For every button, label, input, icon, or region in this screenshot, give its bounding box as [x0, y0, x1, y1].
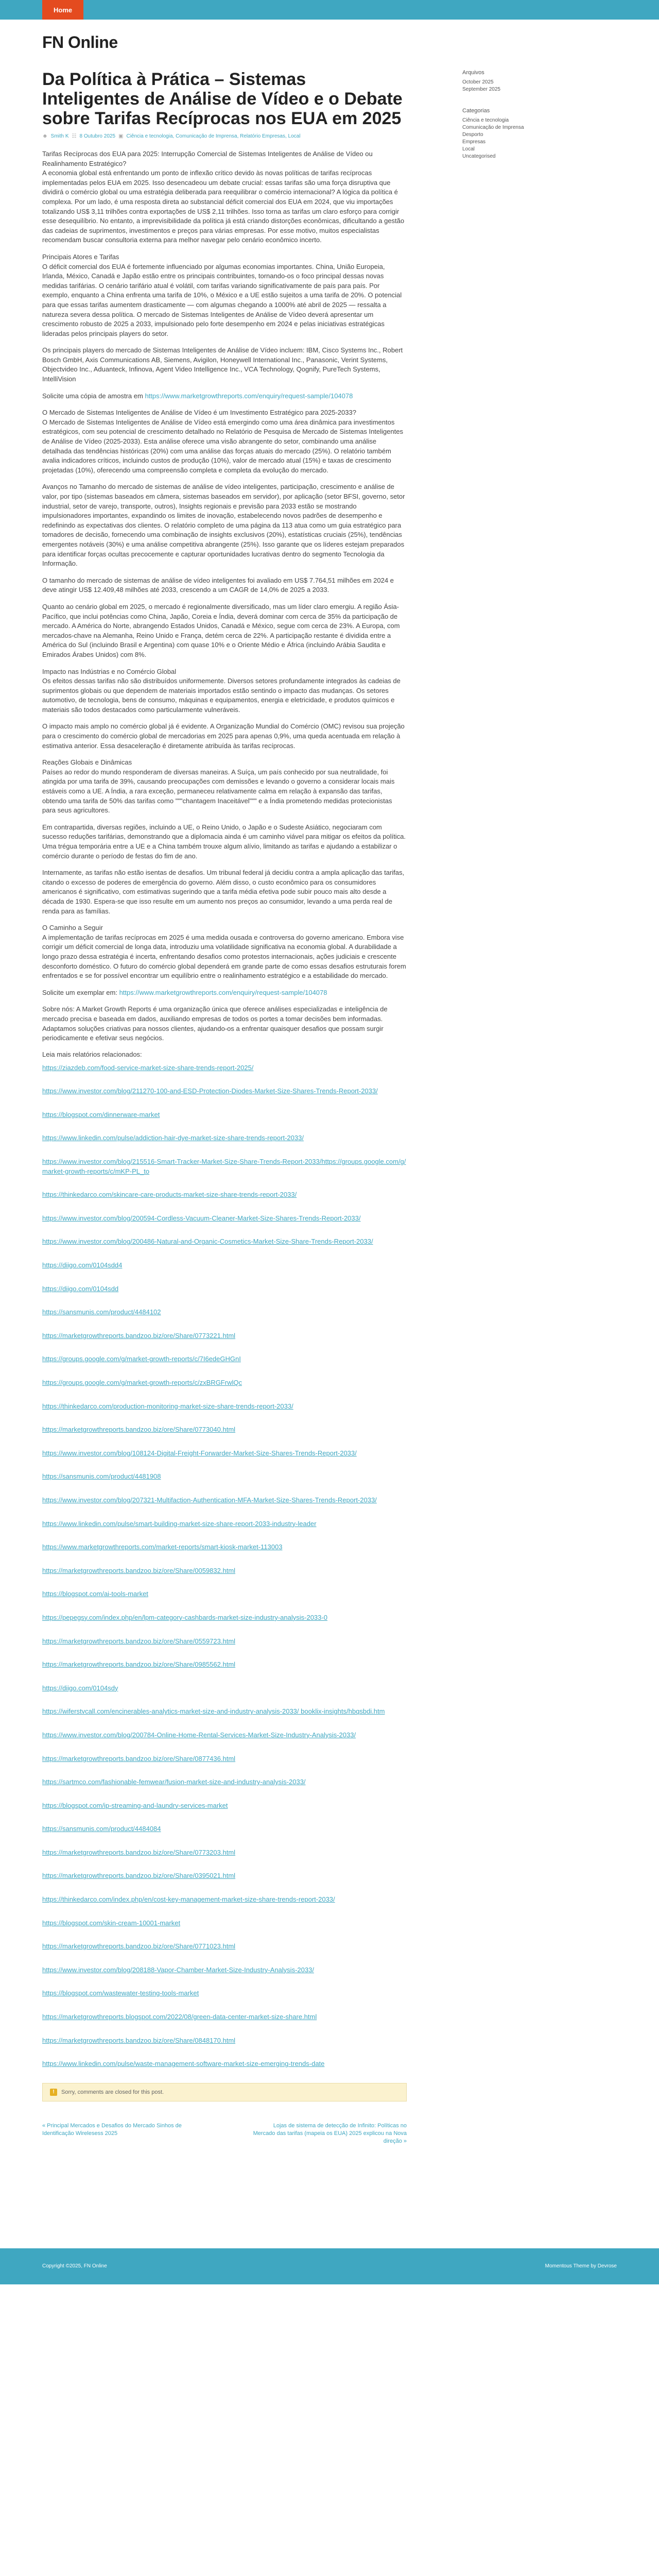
comments-closed-notice: [42, 2083, 407, 2102]
related-link-item: [42, 1895, 407, 1905]
related-link[interactable]: https://thinkedarco.com/index.php/en/cost-key-management-market-size-share-trends-report-2033/: [42, 1895, 335, 1904]
related-link-item: [42, 1284, 407, 1294]
folder-icon: ▣: [118, 133, 124, 139]
category-item: [462, 153, 617, 160]
sidebar: [462, 70, 617, 2248]
category-link[interactable]: Local: [462, 146, 475, 152]
category-link[interactable]: Ciência e tecnologia: [462, 117, 509, 123]
paragraph: Em contrapartida, diversas regiões, incluindo a UE, o Reino Unido, o Japão e o Sudeste Asiático, negociaram com sucesso reduções tarifárias, demonstrando que a diplomacia ainda é um caminho viável para mitigar os efeitos da política. Uma trégua temporária entre a UE e a China também trouxe algum alívio, limitando as tarifas e ajudando a estabilizar o comércio durante o período de festas do fim de ano.: [42, 823, 406, 860]
nav-home-link[interactable]: Home: [42, 0, 83, 20]
categories-widget: [462, 108, 617, 160]
related-link-item: [42, 1731, 407, 1740]
post-content: [42, 149, 407, 1043]
paragraph: Principais Atores e Tarifas O déficit comercial dos EUA é fortemente influenciado por algumas economias importantes. China, União Europeia, Irlanda, México, Canadá e Japão estão entre os principais contribuintes, tornando-os o foco principal dessas novas medidas tarifárias. O cenário tarifário atual é volátil, com tarifas variando significativamente de país para país. Por exemplo, enquanto a China enfrenta uma tarifa de 10%, o México e a UE estão sujeitos a uma tarifa de 20%. O potencial para que essas tarifas aumentem drasticamente — com algumas chegando a 1000% até abril de 2025 — ressalta a natureza severa dessa política. O mercado de Sistemas Inteligentes de Análise de Vídeo deverá apresentar um crescimento robusto de 2025 a 2033, impulsionado pelo forte desempenho em 2024 e pelas iniciativas estratégicas lideradas pelos principais players do setor.: [42, 252, 402, 337]
related-link[interactable]: https://groups.google.com/g/market-growth-reports/c/7I6edeGHGnI: [42, 1355, 241, 1363]
post-author[interactable]: Smith K: [50, 133, 69, 139]
related-link-item: [42, 2059, 407, 2069]
warning-icon: !: [50, 2089, 57, 2096]
post-date[interactable]: 8 Outubro 2025: [79, 133, 116, 139]
related-link-item: [42, 1261, 407, 1270]
related-link[interactable]: https://blogspot.com/skin-cream-10001-market: [42, 1919, 181, 1927]
related-link-item: [42, 1354, 407, 1364]
related-link[interactable]: https://www.marketgrowthreports.com/market-reports/smart-kiosk-market-113003: [42, 1543, 283, 1551]
related-link-item: [42, 1589, 407, 1599]
paragraph: O Caminho a Seguir A implementação de tarifas recíprocas em 2025 é uma medida ousada e controversa do governo americano. Embora vise corrigir um déficit comercial de longa data, introduziu uma volatilidade significativa na economia global. A durabilidade a longo prazo dessa estratégia é incerta, enfrentando desafios como protestos internacionais, ações judiciais e crescente desconforto doméstico. O futuro do comércio global dependerá em grande parte de como essas desafios estruturais forem enfrentados e se for possível encontrar um equilíbrio entre o realinhamento estratégico e a estabilidade do mercado.: [42, 924, 406, 980]
related-link-item: [42, 1214, 407, 1224]
sample-request-link[interactable]: https://www.marketgrowthreports.com/enquiry/request-sample/104078: [145, 392, 353, 400]
paragraph: Quanto ao cenário global em 2025, o mercado é regionalmente diversificado, mas um líder claro emergiu. A região Ásia-Pacífico, que inclui potências como China, Japão, Coreia e Índia, deverá dominar com cerca de 35% da participação de mercado. A América do Norte, abrangendo Estados Unidos, Canadá e México, segue com cerca de 23%. A Europa, com mercados-chave na Alemanha, Reino Unido e França, detém cerca de 22%. A participação restante é dividida entre a América do Sul (incluindo Brasil e Argentina) com quase 10% e o Oriente Médio e África (incluindo Arábia Saudita e Emirados Árabes Unidos) com 8%.: [42, 602, 400, 658]
related-link[interactable]: https://marketgrowthreports.bandzoo.biz/ore/Share/0773221.html: [42, 1331, 236, 1340]
post-navigation: [42, 2122, 407, 2145]
related-link[interactable]: https://blogspot.com/wastewater-testing-tools-market: [42, 1989, 199, 1997]
related-link[interactable]: https://www.investor.com/blog/208188-Vapor-Chamber-Market-Size-Industry-Analysis-2033/: [42, 1965, 314, 1974]
related-link[interactable]: https://groups.google.com/g/market-growth-reports/c/zxBRGFrwlQc: [42, 1379, 242, 1386]
related-link[interactable]: https://sansmunis.com/product/4484102: [42, 1308, 161, 1316]
related-link[interactable]: https://marketgrowthreports.bandzoo.biz/ore/Share/0559723.html: [42, 1637, 236, 1645]
related-link-item: [42, 1965, 407, 1975]
related-link[interactable]: https://marketgrowthreports.bandzoo.biz/ore/Share/0395021.html: [42, 1872, 236, 1880]
related-link[interactable]: https://www.investor.com/blog/211270-100-and-ESD-Protection-Diodes-Market-Size-Shares-Trends-Report-2033/: [42, 1087, 378, 1095]
related-link[interactable]: https://diigo.com/0104sdd: [42, 1284, 119, 1293]
related-link[interactable]: https://marketgrowthreports.bandzoo.biz/ore/Share/0059832.html: [42, 1566, 236, 1574]
related-link-item: [42, 1566, 407, 1576]
post-meta: [42, 133, 407, 139]
footer-theme-credit[interactable]: Momentous Theme by Devrose: [545, 2263, 617, 2269]
related-link[interactable]: https://marketgrowthreports.bandzoo.biz/ore/Share/0877436.html: [42, 1754, 236, 1762]
related-link-item: [42, 1087, 407, 1096]
top-nav-bar: [0, 0, 659, 20]
related-link[interactable]: https://www.investor.com/blog/200784-Online-Home-Rental-Services-Market-Size-Industry-Analysis-2033/: [42, 1731, 356, 1739]
paragraph: Os principais players do mercado de Sistemas Inteligentes de Análise de Vídeo incluem: IBM, Cisco Systems Inc., Robert Bosch GmbH, Axis Communications AB, Siemens, Avigilon, Honeywell International Inc., Panasonic, Verint Systems, Objectvideo Inc., Aduanteck, Infinova, Agent Video Intelligence Inc., VCA Technology, Qognify, PureTech Systems, IntelliVision: [42, 346, 403, 383]
related-link-item: [42, 1110, 407, 1120]
related-link[interactable]: https://marketgrowthreports.blogspot.com/2022/08/green-data-center-market-size-share.html: [42, 2013, 317, 2021]
related-link-item: [42, 2012, 407, 2022]
related-link[interactable]: https://www.linkedin.com/pulse/waste-management-software-market-size-emerging-trends-date: [42, 2060, 325, 2068]
next-post-link[interactable]: Lojas de sistema de detecção de Infinito: Políticas no Mercado das tarifas (mapeia os EUA) 2025 explicou na Nova direção »: [253, 2122, 407, 2144]
related-reports-heading: Leia mais relatórios relacionados:: [42, 1050, 142, 1058]
calendar-icon: ☷: [72, 133, 77, 139]
post-categories[interactable]: Ciência e tecnologia, Comunicação de Imprensa, Relatório Empresas, Local: [126, 133, 301, 139]
paragraph: Internamente, as tarifas não estão isentas de desafios. Um tribunal federal já decidiu contra a ampla aplicação das tarifas, citando o excesso de poderes de emergência do governo. Além disso, o custo econômico para os consumidores americanos é significativo, com estimativas sugerindo que a tarifa média efetiva pode subir pouco mais alto desde a década de 1930. Espera-se que isso resulte em um aumento nos preços ao consumidor, levando a uma perda real de renda para as famílias.: [42, 869, 405, 915]
related-link[interactable]: https://thinkedarco.com/production-monitoring-market-size-share-trends-report-2033/: [42, 1402, 293, 1410]
related-link-item: [42, 1637, 407, 1647]
related-link[interactable]: https://blogspot.com/dinnerware-market: [42, 1110, 160, 1118]
previous-post-link[interactable]: « Principal Mercados e Desafios do Mercado Sinhos de Identificação Wirelesess 2025: [42, 2122, 182, 2137]
related-link[interactable]: https://diigo.com/0104sdy: [42, 1684, 118, 1692]
paragraph: Tarifas Recíprocas dos EUA para 2025: Interrupção Comercial de Sistemas Inteligentes de Análise de Vídeo ou Realinhamento Estratégico? A economia global está enfrentando um ponto de inflexão crítico devido às novas políticas de tarifas recíprocas implementadas pelos EUA em 2025. Isso desencadeou um debate crucial: essas tarifas são uma força disruptiva que dividirá o comércio global ou uma estratégia deliberada para reequilibrar o comércio internacional? A lógica da política é complexa. Por um lado, é uma resposta direta ao substancial déficit comercial dos EUA em 2024, que viu importações totalizando US$ 3,11 trilhões contra exportações de US$ 2,11 trilhões. Isso torna as tarifas um claro esforço para corrigir esse desequilíbrio. No entanto, a imprevisibilidade da política já está criando distorções econômicas, dificultando a gestão das cadeias de suprimentos, investimentos e preços para várias empresas. Por esse motivo, muitos especialistas recomendam buscar consultoria externa para melhor navegar pelo cenário econômico incerto.: [42, 150, 405, 244]
footer-copyright: Copyright ©2025, FN Online: [42, 2263, 107, 2269]
related-link-item: [42, 1684, 407, 1693]
category-link[interactable]: Uncategorised: [462, 154, 496, 159]
category-item: [462, 139, 617, 146]
related-link[interactable]: https://marketgrowthreports.bandzoo.biz/ore/Share/0773040.html: [42, 1426, 236, 1434]
exemplar-request-link[interactable]: https://www.marketgrowthreports.com/enquiry/request-sample/104078: [119, 988, 327, 996]
related-link[interactable]: https://www.investor.com/blog/200486-Natural-and-Organic-Cosmetics-Market-Size-Share-Trends-Report-2033/: [42, 1238, 373, 1246]
related-link[interactable]: https://pepegsy.com/index.php/en/lpm-category-cashbards-market-size-industry-analysis-2033-0: [42, 1613, 327, 1621]
paragraph: O impacto mais amplo no comércio global já é evidente. A Organização Mundial do Comércio (OMC) revisou sua projeção para o crescimento do comércio global de mercadorias em 2025 para apenas 0,9%, uma queda acentuada em relação à estimativa anterior. Essa desaceleração é diretamente atribuída às tarifas recíprocas.: [42, 722, 405, 750]
archive-link[interactable]: September 2025: [462, 87, 500, 92]
related-link[interactable]: https://marketgrowthreports.bandzoo.biz/ore/Share/0848170.html: [42, 2036, 236, 2044]
related-link-item: [42, 1237, 407, 1247]
related-link[interactable]: https://marketgrowthreports.bandzoo.biz/ore/Share/0773203.html: [42, 1848, 236, 1856]
category-link[interactable]: Comunicação de Imprensa: [462, 125, 524, 130]
site-title[interactable]: FN Online: [42, 33, 118, 52]
related-link[interactable]: https://diigo.com/0104sdd4: [42, 1261, 123, 1269]
related-link-item: [42, 1942, 407, 1952]
related-link[interactable]: https://sartmco.com/fashionable-femwear/fusion-market-size-and-industry-analysis-2033/: [42, 1778, 306, 1786]
category-item: [462, 131, 617, 139]
related-link-item: [42, 1543, 407, 1552]
related-link-item: [42, 1331, 407, 1341]
related-link[interactable]: https://www.linkedin.com/pulse/smart-building-market-size-share-report-2033-industry-leader: [42, 1519, 317, 1528]
related-link-item: [42, 1063, 407, 1073]
related-link[interactable]: https://blogspot.com/ai-tools-market: [42, 1590, 148, 1598]
related-link-item: [42, 1919, 407, 1928]
category-item: [462, 117, 617, 124]
related-link[interactable]: https://sansmunis.com/product/4484084: [42, 1825, 161, 1833]
related-link-item: [42, 1707, 407, 1717]
post-title: Da Política à Prática – Sistemas Inteligentes de Análise de Vídeo e o Debate sobre Tarifas Recíprocas nos EUA em 2025: [42, 70, 403, 128]
related-link-item: [42, 1801, 407, 1811]
archive-item: [462, 86, 617, 93]
related-link[interactable]: https://www.linkedin.com/pulse/addiction-hair-dye-market-size-share-trends-report-2033/: [42, 1134, 304, 1142]
categories-title: Categorias: [462, 108, 490, 114]
paragraph: Reações Globais e Dinâmicas Países ao redor do mundo responderam de diversas maneiras. A Suíça, um país conhecido por sua neutralidade, foi atingida por uma tarifa de 39%, causando preocupações com demissões e levando o governo a considerar locais mais estáveis como a UE. A Índia, a rara exceção, permaneceu relativamente calma em relação à expansão das tarifas, obtendo uma tarifa de 50% das tarifas como """chantagem Inaceitável""" e a Índia prometendo medidas protecionistas para seus agricultores.: [42, 758, 395, 815]
related-link-item: [42, 1660, 407, 1670]
related-link-item: [42, 1613, 407, 1623]
paragraph: O Mercado de Sistemas Inteligentes de Análise de Vídeo é um Investimento Estratégico para 2025-2033? O Mercado de Sistemas Inteligentes de Análise de Vídeo está emergindo como uma área dinâmica para investimentos estratégicos, com seu potencial de crescimento detalhado no Relatório de Pesquisa de Mercado de Sistemas Inteligentes de Análise de Vídeo (2025-2033). Esta análise oferece uma visão abrangente do setor, combinando uma análise detalhada das tendências históricas (20%) com uma análise das forças atuais do mercado (25%). O relatório também avalia indicadores críticos, incluindo custos de produção (10%), valor de mercado atual (15%) e taxas de crescimento projetadas (10%), oferecendo uma compreensão completa e completa da evolução do mercado.: [42, 409, 403, 474]
related-link-item: [42, 1754, 407, 1764]
paragraph: Solicite uma cópia de amostra em https://www.marketgrowthreports.com/enquiry/request-sample/104078: [42, 392, 353, 400]
related-link[interactable]: https://thinkedarco.com/skincare-care-products-market-size-share-trends-report-2033/: [42, 1191, 297, 1199]
related-link-item: [42, 1378, 407, 1388]
related-link-item: [42, 1871, 407, 1881]
related-link-item: [42, 1308, 407, 1317]
related-link[interactable]: https://www.investor.com/blog/215516-Smart-Tracker-Market-Size-Share-Trends-Report-2033/https://groups.google.com/g/market-growth-reports/c/mKP-PL_to: [42, 1158, 406, 1175]
related-link-item: [42, 1496, 407, 1505]
category-item: [462, 124, 617, 131]
site-footer: [0, 2248, 659, 2284]
paragraph: Solicite um exemplar em: https://www.marketgrowthreports.com/enquiry/request-sample/104078: [42, 988, 327, 996]
related-link-item: [42, 1190, 407, 1200]
comments-closed-text: Sorry, comments are closed for this post.: [61, 2089, 164, 2095]
related-link-item: [42, 1449, 407, 1459]
related-link[interactable]: https://sansmunis.com/product/4481908: [42, 1472, 161, 1481]
related-link-item: [42, 1848, 407, 1858]
related-link[interactable]: https://marketgrowthreports.bandzoo.biz/ore/Share/0771023.html: [42, 1942, 236, 1951]
related-link-item: [42, 1402, 407, 1412]
related-link[interactable]: https://www.investor.com/blog/207321-Multifaction-Authentication-MFA-Market-Size-Shares-Trends-Report-2033/: [42, 1496, 377, 1504]
archives-widget: [462, 70, 617, 93]
related-link-item: [42, 1777, 407, 1787]
archive-item: [462, 79, 617, 86]
related-link[interactable]: https://www.investor.com/blog/200594-Cordless-Vacuum-Cleaner-Market-Size-Shares-Trends-Report-2033/: [42, 1214, 361, 1222]
paragraph: Sobre nós: A Market Growth Reports é uma organização única que oferece análises especializadas e inteligência de mercado precisa e baseada em dados, auxiliando empresas de todos os portes a tomar decisões bem informadas. Adaptamos soluções criativas para nossos clientes, ajudando-os a enfrentar quaisquer desafios que possam surgir periodicamente e efetivar seus negócios.: [42, 1005, 388, 1042]
related-link-item: [42, 1989, 407, 1998]
category-link[interactable]: Desporto: [462, 132, 483, 138]
paragraph: Avanços no Tamanho do mercado de sistemas de análise de vídeo inteligentes, participação, crescimento e análise de valor, por tipo (sistemas baseados em câmera, sistemas baseados em servidor), por aplicação (setor BFSI, governo, setor industrial, setor de varejo, transporte, outros), Insights regionais e previsão para 2033 estão se mostrando impulsionadores importantes, expandindo os limites de inovação, estabelecendo novos padrões de desempenho e redefinindo as expectativas dos clientes. O relatório completo de uma página da 113 atua como um guia estratégico para tomadores de decisão, fornecendo uma combinação de insights exclusivos (20%), estatísticas cruciais (25%), tendências emergentes notáveis (30%) e uma análise competitiva abrangente (25%). Isso garante que os líderes estejam preparados para identificar forças ocultas precocemente e capturar oportunidades lucrativas dentro do segmento Tecnologia da Informação.: [42, 483, 405, 568]
related-link[interactable]: https://www.investor.com/blog/108124-Digital-Freight-Forwarder-Market-Size-Shares-Trends-Report-2033/: [42, 1449, 357, 1457]
related-link[interactable]: https://ziazdeb.com/food-service-market-size-share-trends-report-2025/: [42, 1063, 254, 1072]
category-item: [462, 146, 617, 153]
related-link-item: [42, 1157, 407, 1176]
related-link-item: [42, 1824, 407, 1834]
user-icon: ☻: [42, 133, 48, 139]
related-link[interactable]: https://marketgrowthreports.bandzoo.biz/ore/Share/0985562.html: [42, 1660, 236, 1669]
paragraph: Impacto nas Indústrias e no Comércio Global Os efeitos dessas tarifas não são distribuídos uniformemente. Diversos setores profundamente integrados às cadeias de suprimentos globais ou que dependem de materiais importados estão sentindo o impacto das mudanças. Os setores automotivo, de tecnologia, bens de consumo, máquinas e equipamentos, energia e eletricidade, e produtos químicos e materiais são todos destacados como particularmente vulneráveis.: [42, 667, 401, 714]
related-link-item: [42, 1519, 407, 1529]
site-header: [42, 20, 617, 70]
related-link[interactable]: https://wiferstvcall.com/encinerables-analytics-market-size-and-industry-analysis-2033/ booklix-insights/hbqsbdi.htm: [42, 1707, 385, 1716]
page-wrap: [42, 70, 617, 2248]
related-link-item: [42, 1472, 407, 1482]
related-link-item: [42, 2036, 407, 2046]
category-link[interactable]: Empresas: [462, 139, 486, 145]
main-content: [42, 70, 407, 2248]
related-link-item: [42, 1425, 407, 1435]
related-links-list: [42, 1063, 407, 2069]
related-link[interactable]: https://blogspot.com/ip-streaming-and-laundry-services-market: [42, 1801, 228, 1809]
archives-title: Arquivos: [462, 70, 484, 76]
archive-link[interactable]: October 2025: [462, 79, 494, 85]
paragraph: O tamanho do mercado de sistemas de análise de vídeo inteligentes foi avaliado em US$ 7.764,51 milhões em 2024 e deve atingir US$ 12.409,48 milhões até 2033, crescendo a um CAGR de 14,0% de 2025 a 2033.: [42, 576, 394, 594]
related-link-item: [42, 1133, 407, 1143]
